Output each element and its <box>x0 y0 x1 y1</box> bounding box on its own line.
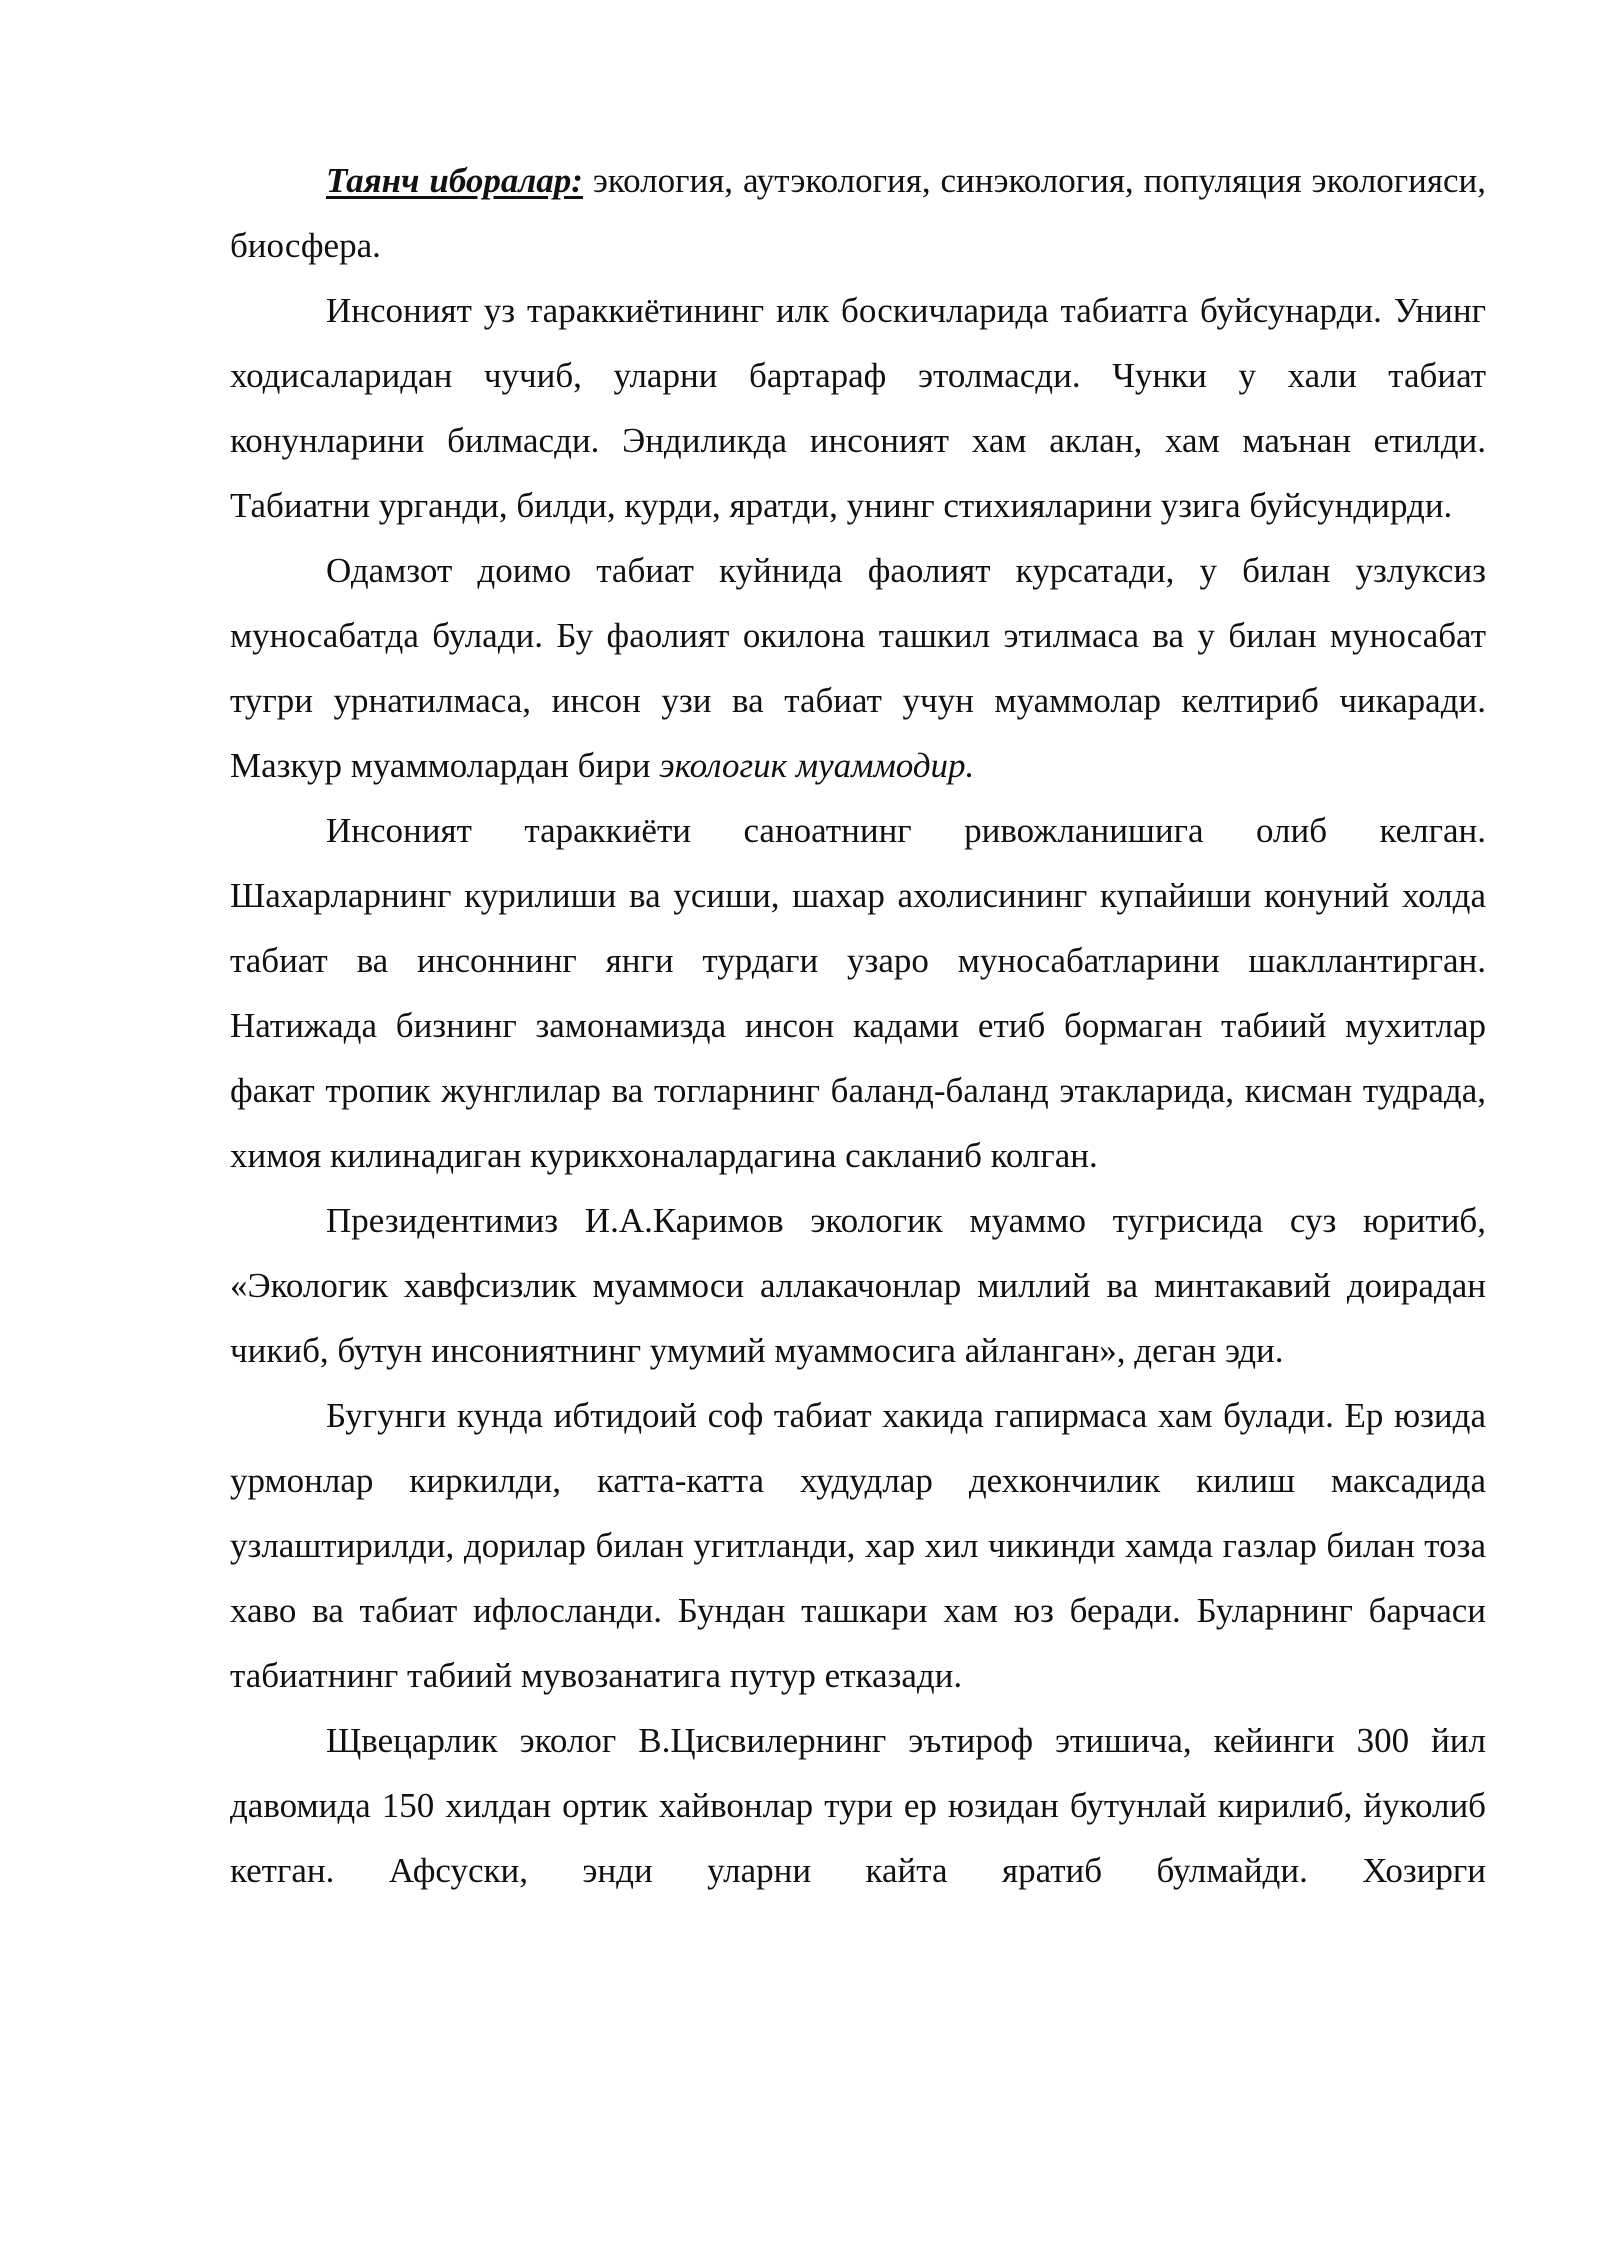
keywords-label: Таянч иборалар: <box>326 161 583 200</box>
paragraph-1: Инсоният уз тараккиётининг илк боскичларида табиатга буйсунарди. Унинг ходисаларидан чучиб, уларни бартараф этолмасди. Чунки у хали табиат конунларини билмасди. Эндиликда инсоният хам аклан, хам маънан етилди. Табиатни урганди, билди, курди, яратди, унинг стихияларини узига буйсундирди. <box>230 291 1486 525</box>
paragraph-2-italic: экологик муаммодир. <box>659 746 975 785</box>
paragraph-3: Инсоният тараккиёти саноатнинг ривожланишига олиб келган. Шахарларнинг курилиши ва усиши, шахар ахолисининг купайиши конуний холда табиат ва инсоннинг янги турдаги узаро муносабатларини шакллантирган. Натижада бизнинг замонамизда инсон кадами етиб бормаган табиий мухитлар факат тропик жунглилар ва тогларнинг баланд-баланд этакларида, кисман тудрада, химоя килинадиган курикхоналардагина сакланиб колган. <box>230 811 1486 1175</box>
paragraph-5: Бугунги кунда ибтидоий соф табиат хакида гапирмаса хам булади. Ер юзида урмонлар киркилди, катта-катта худудлар дехкончилик килиш максадида узлаштирилди, дорилар билан угитланди, хар хил чикинди хамда газлар билан тоза хаво ва табиат ифлосланди. Бундан ташкари хам юз беради. Буларнинг барчаси табиатнинг табиий мувозанатига путур етказади. <box>230 1396 1486 1695</box>
keywords-paragraph <box>230 148 1486 278</box>
paragraph-2 <box>230 538 1486 798</box>
paragraph-4: Президентимиз И.А.Каримов экологик муаммо тугрисида суз юритиб, «Экологик хавфсизлик муаммоси аллакачонлар миллий ва минтакавий доирадан чикиб, бутун инсониятнинг умумий муаммосига айланган», деган эди. <box>230 1201 1486 1370</box>
keywords-text: экология, аутэкология, синэкология, популяция экологияси, биосфера. <box>230 161 1486 265</box>
document-body <box>230 148 1486 1903</box>
paragraph-6: Щвецарлик эколог В.Цисвилернинг эътироф этишича, кейинги 300 йил давомида 150 хилдан ортик хайвонлар тури ер юзидан бутунлай кирилиб, йуколиб кетган. Афсуски, энди уларни кайта яратиб булмайди. Хозирги <box>230 1721 1486 1890</box>
paragraph-2-text: Одамзот доимо табиат куйнида фаолият курсатади, у билан узлуксиз муносабатда булади. Бу фаолият окилона ташкил этилмаса ва у билан муносабат тугри урнатилмаса, инсон узи ва табиат учун муаммолар келтириб чикаради. Мазкур муаммолардан бири <box>230 551 1486 785</box>
